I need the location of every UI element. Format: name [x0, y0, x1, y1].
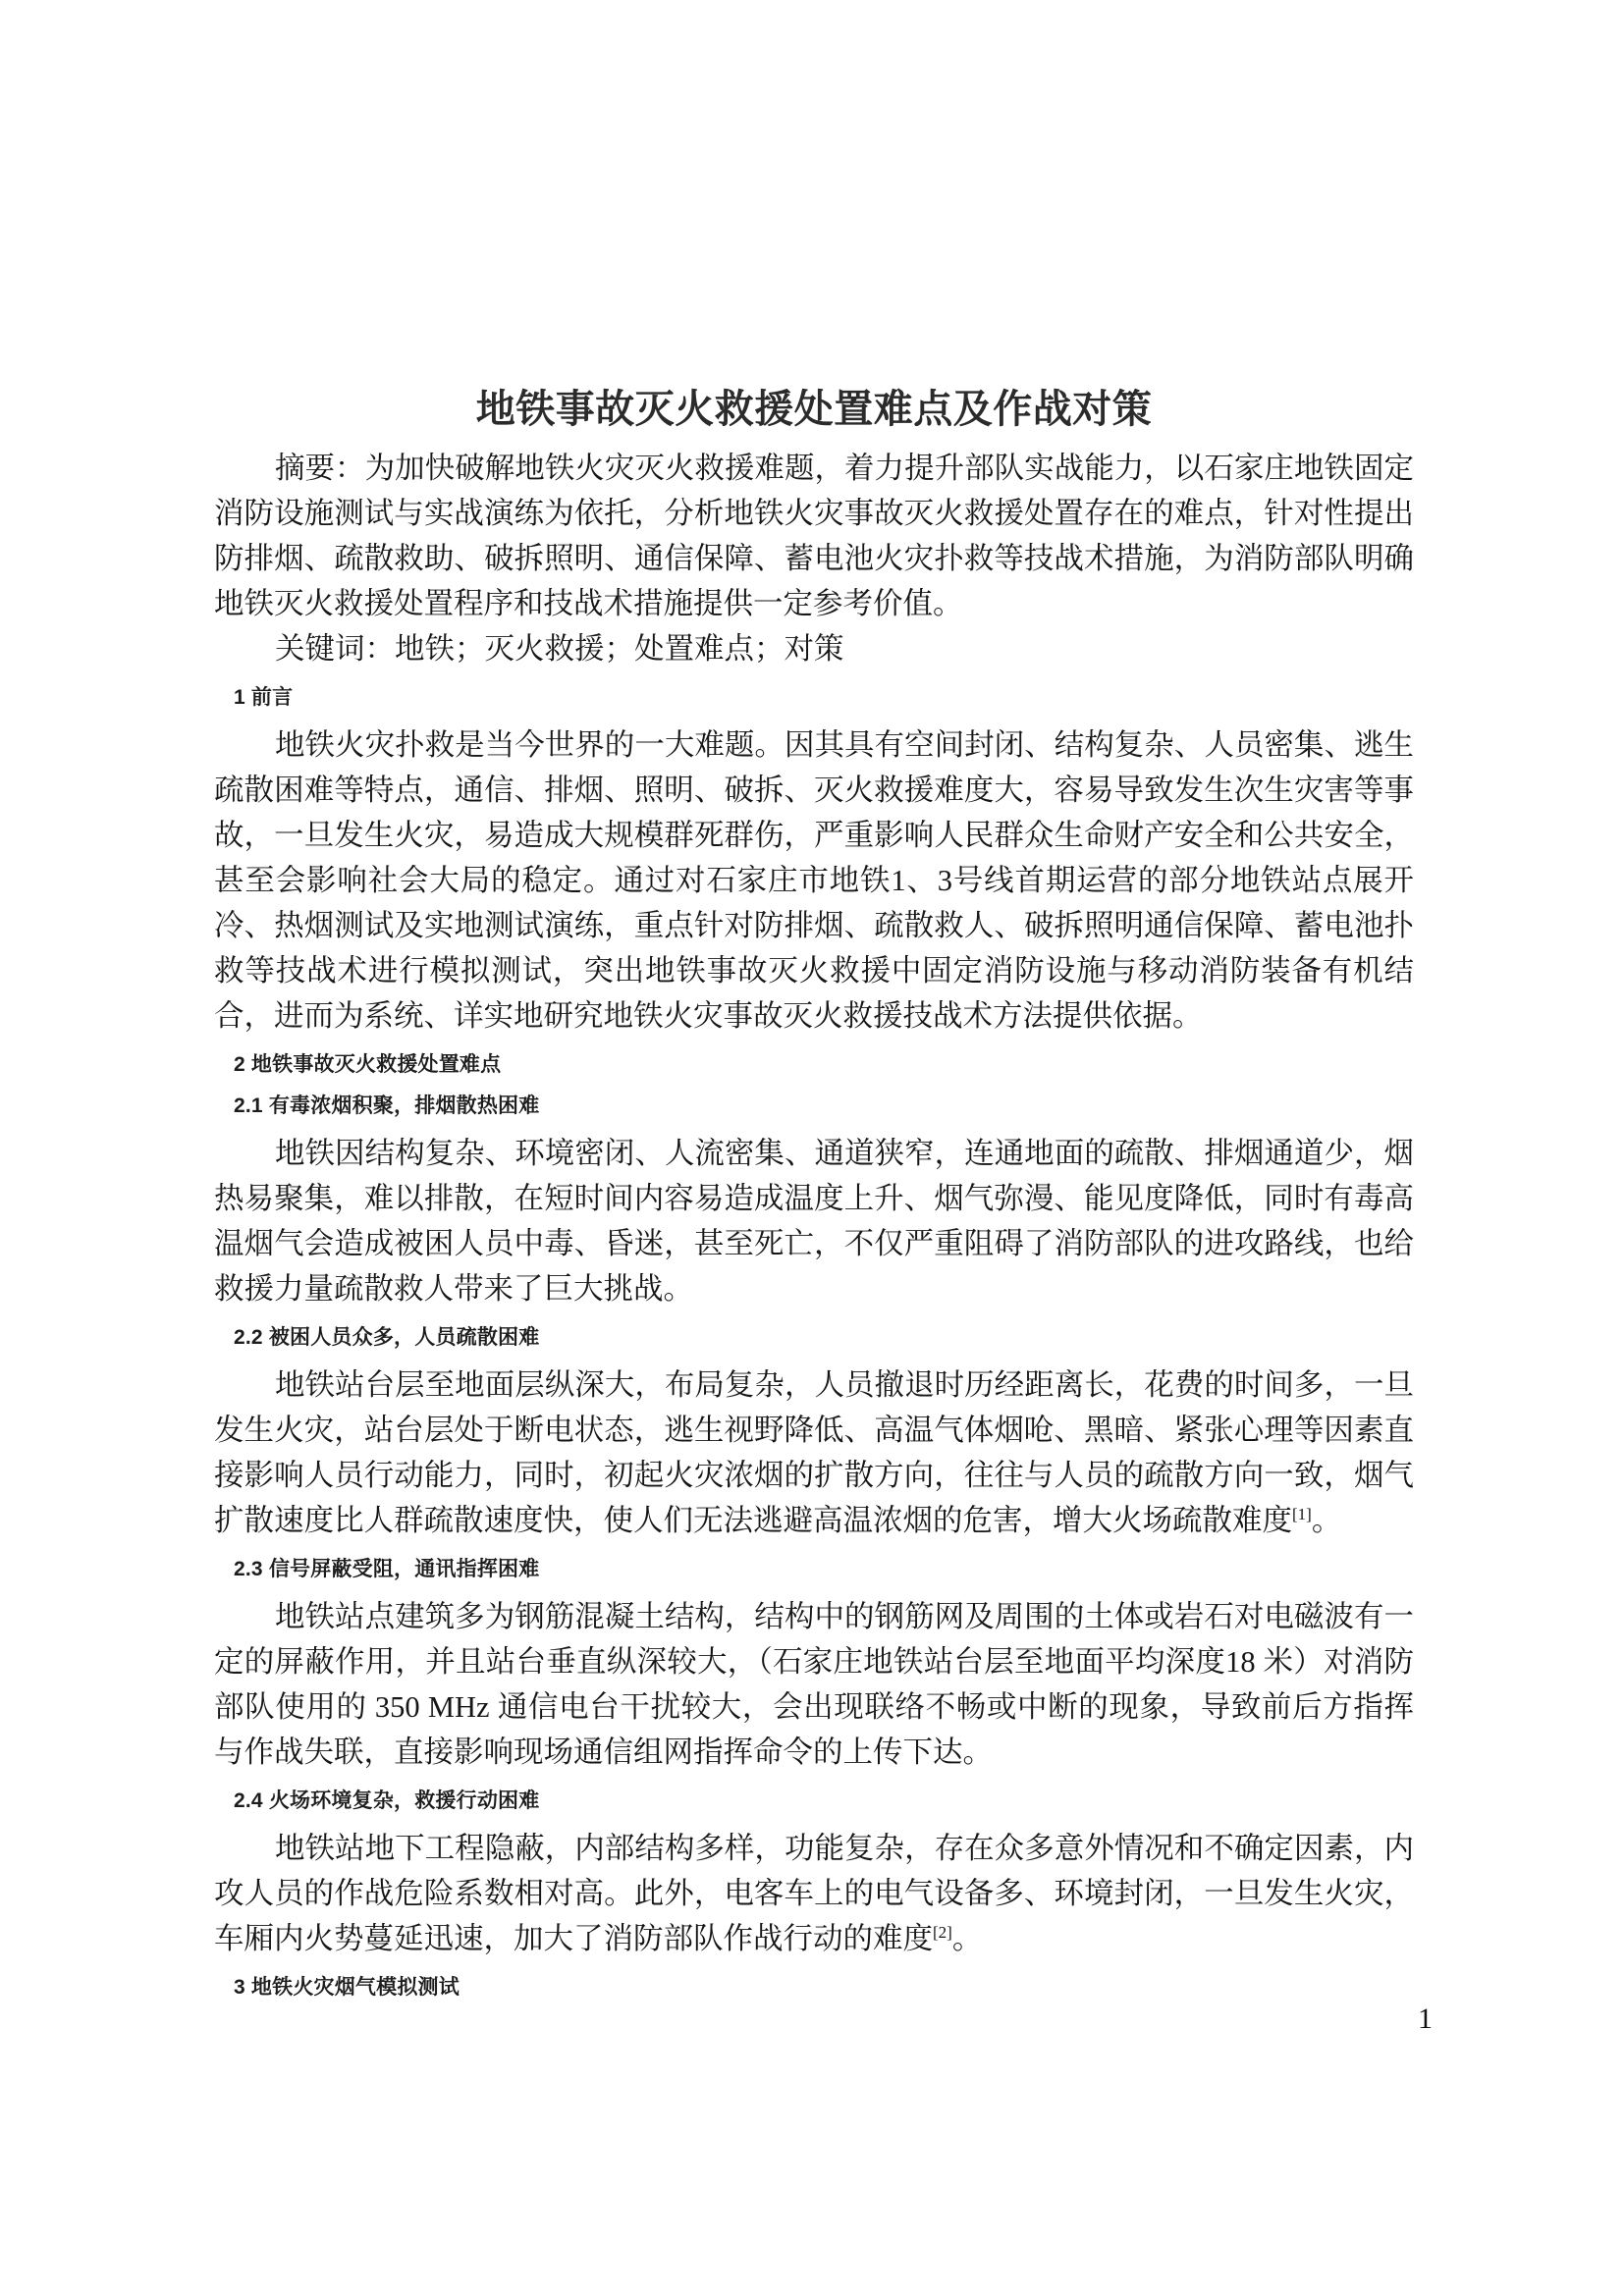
- section-2: [214, 1050, 1414, 1080]
- section-body-2-2-tail: 。: [1311, 1504, 1342, 1537]
- section-body-2-4-tail: 。: [951, 1922, 983, 1955]
- section-heading-2-2: 2.2 被困人员众多，人员疏散困难: [234, 1326, 540, 1349]
- section-heading-2-1: 2.1 有毒浓烟积聚，排烟散热困难: [234, 1095, 540, 1117]
- section-body-2-1: 地铁因结构复杂、环境密闭、人流密集、通道狭窄，连通地面的疏散、排烟通道少，烟热易聚集，难以排散，在短时间内容易造成温度上升、烟气弥漫、能见度降低，同时有毒高温烟气会造成被困人员中毒、昏迷，甚至死亡，不仅严重阻碍了消防部队的进攻路线，也给救援力量疏散救人带来了巨大挑战。: [214, 1137, 1414, 1306]
- section-body-2-3: 地铁站点建筑多为钢筋混凝土结构，结构中的钢筋网及周围的土体或岩石对电磁波有一定的屏蔽作用，并且站台垂直纵深较大，（石家庄地铁站台层至地面平均深度18 米）对消防部队使用的 350 MHz 通信电台干扰较大，会出现联络不畅或中断的现象，导致前后方指挥与作战失联，直接影响现场通信组网指挥命令的上传下达。: [214, 1600, 1414, 1769]
- page-number: 1: [1418, 2002, 1433, 2035]
- section-heading-2-4: 2.4 火场环境复杂，救援行动困难: [234, 1789, 540, 1812]
- section-body-2-2: [214, 1362, 1414, 1543]
- abstract-block: [214, 446, 1414, 671]
- section-body-2-2-main: 地铁站台层至地面层纵深大，布局复杂，人员撤退时历经距离长，花费的时间多，一旦发生火灾，站台层处于断电状态，逃生视野降低、高温气体烟呛、黑暗、紧张心理等因素直接影响人员行动能力，同时，初起火灾浓烟的扩散方向，往往与人员的疏散方向一致，烟气扩散速度比人群疏散速度快，使人们无法逃避高温浓烟的危害，增大火场疏散难度: [214, 1368, 1414, 1537]
- section-2-4: [214, 1787, 1414, 1961]
- keywords-text: 关键词：地铁；灭火救援；处置难点；对策: [275, 632, 844, 666]
- section-heading-2-3: 2.3 信号屏蔽受阻，通讯指挥困难: [234, 1558, 540, 1580]
- section-body-1: 地铁火灾扑救是当今世界的一大难题。因其具有空间封闭、结构复杂、人员密集、逃生疏散困难等特点，通信、排烟、照明、破拆、灭火救援难度大，容易导致发生次生灾害等事故，一旦发生火灾，易造成大规模群死群伤，严重影响人民群众生命财产安全和公共安全，甚至会影响社会大局的稳定。通过对石家庄市地铁1、3号线首期运营的部分地铁站点展开冷、热烟测试及实地测试演练，重点针对防排烟、疏散救人、破拆照明通信保障、蓄电池扑救等技战术进行模拟测试，突出地铁事故灭火救援中固定消防设施与移动消防装备有机结合，进而为系统、详实地研究地铁火灾事故灭火救援技战术方法提供依据。: [214, 728, 1414, 1033]
- section-body-2-4: [214, 1826, 1414, 1961]
- footnote-ref-2: [2]: [933, 1922, 952, 1942]
- page-title: 地铁事故灭火救援处置难点及作战对策: [475, 388, 1153, 431]
- section-heading-1: 1 前言: [234, 686, 294, 709]
- section-2-1: [214, 1092, 1414, 1311]
- section-heading-3: 3 地铁火灾烟气模拟测试: [234, 1976, 460, 1999]
- section-1: [214, 683, 1414, 1039]
- abstract-text: 摘要：为加快破解地铁火灾灭火救援难题，着力提升部队实战能力，以石家庄地铁固定消防设施测试与实战演练为依托，分析地铁火灾事故灭火救援处置存在的难点，针对性提出防排烟、疏散救助、破拆照明、通信保障、蓄电池火灾扑救等技战术措施，为消防部队明确地铁灭火救援处置程序和技战术措施提供一定参考价值。: [214, 452, 1414, 620]
- footnote-ref-1: [1]: [1292, 1504, 1312, 1523]
- section-2-2: [214, 1323, 1414, 1543]
- section-3: [214, 1973, 1414, 2002]
- section-2-3: [214, 1555, 1414, 1775]
- document-content: [214, 383, 1414, 2012]
- section-body-2-4-main: 地铁站地下工程隐蔽，内部结构多样，功能复杂，存在众多意外情况和不确定因素，内攻人员的作战危险系数相对高。此外，电客车上的电气设备多、环境封闭，一旦发生火灾，车厢内火势蔓延迅速，加大了消防部队作战行动的难度: [214, 1832, 1414, 1955]
- section-heading-2: 2 地铁事故灭火救援处置难点: [234, 1053, 502, 1076]
